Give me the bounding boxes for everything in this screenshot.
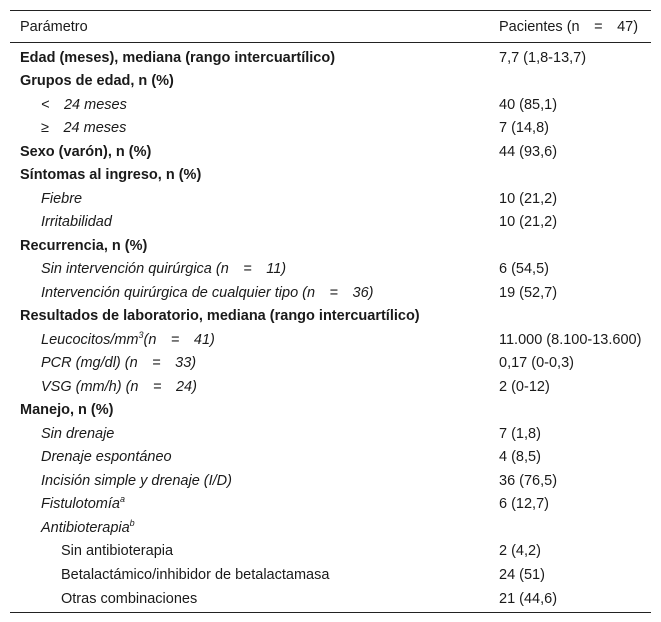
row-label: VSG (mm/h) (n = 24) (41, 378, 197, 395)
table-row (10, 140, 651, 164)
table-row (10, 164, 651, 188)
header-patients: Pacientes (n = 47) (499, 11, 651, 43)
table-row (10, 587, 651, 613)
row-value (499, 164, 651, 188)
row-label: ≥ 24 meses (41, 120, 127, 137)
row-value (499, 70, 651, 94)
row-label: < 24 meses (41, 96, 127, 113)
footnote-b: b (129, 517, 135, 528)
row-label: Drenaje espontáneo (41, 449, 172, 466)
table-row (10, 211, 651, 235)
table-header-row (10, 11, 651, 43)
table-row (10, 446, 651, 470)
row-label: Sin intervención quirúrgica (n = 11) (41, 261, 287, 278)
fistulotomia-label: Fistulotomía (41, 496, 120, 513)
leucocitos-label: Leucocitos/mm (41, 331, 139, 348)
row-label: Otras combinaciones (10, 587, 499, 613)
row-label: Betalactámico/inhibidor de betalactamasa (61, 566, 330, 583)
row-value: 19 (52,7) (499, 284, 558, 301)
row-label-fistulotomia (10, 493, 499, 517)
row-value: 6 (12,7) (499, 496, 549, 513)
section-label: Síntomas al ingreso, n (%) (20, 167, 202, 184)
row-value (499, 234, 651, 258)
row-value (499, 399, 651, 423)
table-row (10, 469, 651, 493)
row-label: Intervención quirúrgica de cualquier tipo (n = 36) (41, 284, 374, 301)
row-label: Sin antibioterapia (61, 543, 174, 560)
antibioterapia-label: Antibioterapia (41, 519, 130, 536)
row-value: 10 (21,2) (499, 214, 558, 231)
row-value (499, 305, 651, 329)
row-value: 24 (51) (499, 566, 545, 583)
row-label-antibioterapia (10, 516, 499, 540)
table-row (10, 516, 651, 540)
superscript-3: 3 (138, 329, 144, 340)
leucocitos-n: (n = 41) (143, 331, 215, 348)
row-value: 44 (93,6) (499, 143, 558, 160)
table-row (10, 493, 651, 517)
row-label: PCR (mg/dl) (n = 33) (41, 355, 197, 372)
table-row (10, 187, 651, 211)
table-row (10, 352, 651, 376)
table-row (10, 43, 651, 70)
row-value: 36 (76,5) (499, 472, 558, 489)
row-label: Fiebre (41, 190, 83, 207)
row-value: 6 (54,5) (499, 261, 549, 278)
row-value: 7,7 (1,8-13,7) (499, 49, 587, 66)
table-row (10, 117, 651, 141)
row-value: 4 (8,5) (499, 449, 541, 466)
table-row (10, 375, 651, 399)
row-value (499, 516, 651, 540)
footnote-a: a (119, 494, 125, 505)
header-parameter: Parámetro (10, 11, 499, 43)
row-label: Incisión simple y drenaje (I/D) (41, 472, 232, 489)
table-row (10, 234, 651, 258)
table-row (10, 258, 651, 282)
row-value: 40 (85,1) (499, 96, 558, 113)
row-value: 7 (14,8) (499, 120, 549, 137)
section-label: Resultados de laboratorio, mediana (rango intercuartílico) (20, 308, 420, 325)
table-row (10, 540, 651, 564)
row-value: 2 (4,2) (499, 543, 541, 560)
row-value: 0,17 (0-0,3) (499, 355, 574, 372)
table-row (10, 70, 651, 94)
row-label: Sin drenaje (41, 425, 115, 442)
row-label: Irritabilidad (41, 214, 112, 231)
section-label: Manejo, n (%) (20, 402, 114, 419)
row-label-leucocitos (10, 328, 499, 352)
row-value: 11.000 (8.100-13.600) (499, 331, 642, 348)
row-label: Sexo (varón), n (%) (20, 143, 152, 160)
section-label: Recurrencia, n (%) (20, 237, 148, 254)
section-label: Grupos de edad, n (%) (20, 73, 174, 90)
results-table (10, 10, 651, 613)
table-row (10, 399, 651, 423)
row-value: 21 (44,6) (499, 587, 651, 613)
table-row (10, 422, 651, 446)
table-row (10, 563, 651, 587)
row-label: Edad (meses), mediana (rango intercuartílico) (20, 49, 336, 66)
table-row (10, 93, 651, 117)
row-value: 7 (1,8) (499, 425, 541, 442)
table-row (10, 281, 651, 305)
row-value: 2 (0-12) (499, 378, 550, 395)
row-value: 10 (21,2) (499, 190, 558, 207)
table-row (10, 328, 651, 352)
table-row (10, 305, 651, 329)
